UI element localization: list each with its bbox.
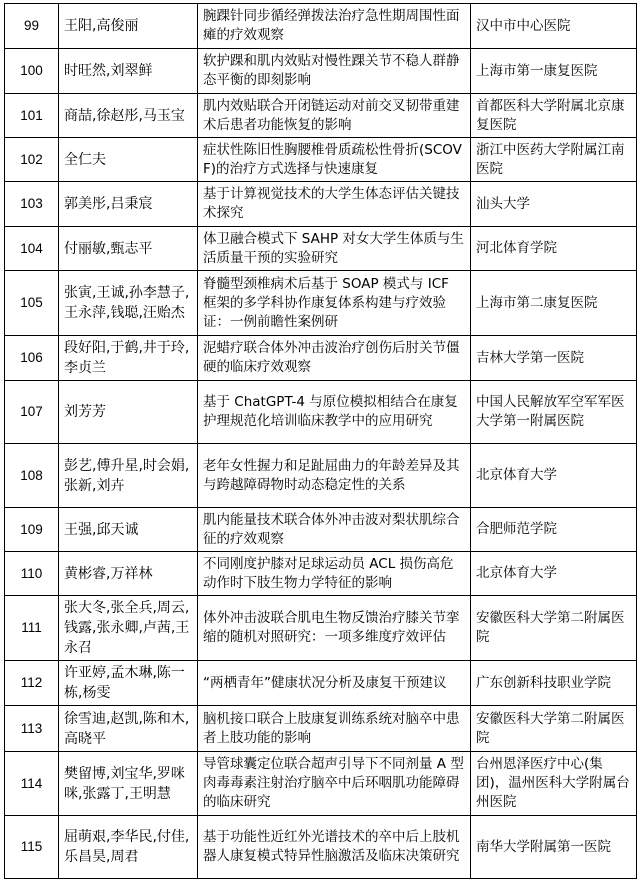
row-institution: 合肥师范学院	[471, 508, 637, 552]
row-authors: 张大冬,张全兵,周云,钱露,张永卿,卢茜,王永召	[59, 596, 198, 661]
table-row	[5, 271, 637, 336]
row-title: 基于计算视觉技术的大学生体态评估关键技术探究	[198, 182, 471, 227]
table-row	[5, 49, 637, 94]
row-authors: 屈萌艰,李华民,付佳,乐昌昊,周君	[59, 816, 198, 879]
row-institution: 河北体育学院	[471, 227, 637, 271]
row-title: 症状性陈旧性胸腰椎骨质疏松性骨折(SCOVF)的治疗方式选择与快速康复	[198, 138, 471, 182]
row-authors: 张寅,王诚,孙李慧子,王永萍,钱聪,汪贻杰	[59, 271, 198, 336]
row-title: 体外冲击波联合肌电生物反馈治疗膝关节挛缩的随机对照研究：一项多维度疗效评估	[198, 596, 471, 661]
table-row	[5, 94, 637, 138]
row-institution: 北京体育大学	[471, 444, 637, 508]
row-title: 腕踝针同步循经弹拨法治疗急性期周围性面瘫的疗效观察	[198, 4, 471, 49]
table-row	[5, 227, 637, 271]
table-row	[5, 752, 637, 816]
row-title: 肌内效贴联合开闭链运动对前交叉韧带重建术后患者功能恢复的影响	[198, 94, 471, 138]
row-authors: 彭艺,傅升星,时会娟,张新,刘卉	[59, 444, 198, 508]
row-authors: 王阳,高俊丽	[59, 4, 198, 49]
row-number: 100	[5, 49, 59, 94]
row-authors: 时旺然,刘翠鲜	[59, 49, 198, 94]
row-number: 111	[5, 596, 59, 661]
row-authors: 段好阳,于鹤,井于玲,李贞兰	[59, 336, 198, 381]
table-row	[5, 4, 637, 49]
table-row	[5, 444, 637, 508]
row-authors: 郭美彤,吕秉宸	[59, 182, 198, 227]
row-institution: 浙江中医药大学附属江南医院	[471, 138, 637, 182]
row-institution: 南华大学附属第一医院	[471, 816, 637, 879]
registration-table	[4, 3, 637, 879]
row-number: 101	[5, 94, 59, 138]
row-institution: 吉林大学第一医院	[471, 336, 637, 381]
row-institution: 上海市第一康复医院	[471, 49, 637, 94]
row-institution: 广东创新科技职业学院	[471, 661, 637, 706]
table-row	[5, 661, 637, 706]
row-title: 不同刚度护膝对足球运动员 ACL 损伤高危动作时下肢生物力学特征的影响	[198, 552, 471, 596]
row-number: 105	[5, 271, 59, 336]
row-institution: 汉中市中心医院	[471, 4, 637, 49]
row-institution: 安徽医科大学第二附属医院	[471, 706, 637, 752]
table-row	[5, 552, 637, 596]
table-row	[5, 336, 637, 381]
row-title: 体卫融合模式下 SAHP 对女大学生体质与生活质量干预的实验研究	[198, 227, 471, 271]
row-title: 泥蜡疗联合体外冲击波治疗创伤后肘关节僵硬的临床疗效观察	[198, 336, 471, 381]
row-number: 106	[5, 336, 59, 381]
table-row	[5, 381, 637, 444]
row-title: 肌内能量技术联合体外冲击波对梨状肌综合征的疗效观察	[198, 508, 471, 552]
row-number: 108	[5, 444, 59, 508]
row-number: 109	[5, 508, 59, 552]
row-institution: 台州恩泽医疗中心(集团)，温州医科大学附属台州医院	[471, 752, 637, 816]
row-institution: 北京体育大学	[471, 552, 637, 596]
row-institution: 上海市第二康复医院	[471, 271, 637, 336]
row-authors: 许亚婷,孟木琳,陈一栋,杨雯	[59, 661, 198, 706]
table-row	[5, 138, 637, 182]
row-title: 脑机接口联合上肢康复训练系统对脑卒中患者上肢功能的影响	[198, 706, 471, 752]
row-institution: 安徽医科大学第二附属医院	[471, 596, 637, 661]
row-institution: 首都医科大学附属北京康复医院	[471, 94, 637, 138]
row-institution: 汕头大学	[471, 182, 637, 227]
row-authors: 徐雪迪,赵凯,陈和木,高晓平	[59, 706, 198, 752]
row-authors: 付丽敏,甄志平	[59, 227, 198, 271]
table-row	[5, 508, 637, 552]
row-number: 102	[5, 138, 59, 182]
row-authors: 樊留博,刘宝华,罗咪咪,张露丁,王明慧	[59, 752, 198, 816]
row-number: 113	[5, 706, 59, 752]
row-institution: 中国人民解放军空军军医大学第一附属医院	[471, 381, 637, 444]
row-title: 脊髓型颈椎病术后基于 SOAP 模式与 ICF 框架的多学科协作康复体系构建与疗效验证：一例前瞻性案例研	[198, 271, 471, 336]
table-row	[5, 816, 637, 879]
row-authors: 商喆,徐赵彤,马玉宝	[59, 94, 198, 138]
row-title: 基于功能性近红外光谱技术的卒中后上肢机器人康复模式特异性脑激活及临床决策研究	[198, 816, 471, 879]
row-authors: 黄彬睿,万祥林	[59, 552, 198, 596]
row-authors: 刘芳芳	[59, 381, 198, 444]
row-title: 软护踝和肌内效贴对慢性踝关节不稳人群静态平衡的即刻影响	[198, 49, 471, 94]
table-row	[5, 182, 637, 227]
table-body	[5, 4, 637, 879]
row-title: 老年女性握力和足趾屈曲力的年龄差异及其与跨越障碍物时动态稳定性的关系	[198, 444, 471, 508]
row-title: 导管球囊定位联合超声引导下不同剂量 A 型肉毒毒素注射治疗脑卒中后环咽肌功能障碍的临床研究	[198, 752, 471, 816]
table-row	[5, 596, 637, 661]
row-title: 基于 ChatGPT-4 与原位模拟相结合在康复护理规范化培训临床教学中的应用研究	[198, 381, 471, 444]
row-number: 115	[5, 816, 59, 879]
row-number: 104	[5, 227, 59, 271]
row-number: 99	[5, 4, 59, 49]
row-authors: 王强,邱天诚	[59, 508, 198, 552]
row-authors: 全仁夫	[59, 138, 198, 182]
row-title: “两栖青年”健康状况分析及康复干预建议	[198, 661, 471, 706]
row-number: 107	[5, 381, 59, 444]
row-number: 110	[5, 552, 59, 596]
row-number: 114	[5, 752, 59, 816]
table-row	[5, 706, 637, 752]
row-number: 103	[5, 182, 59, 227]
row-number: 112	[5, 661, 59, 706]
